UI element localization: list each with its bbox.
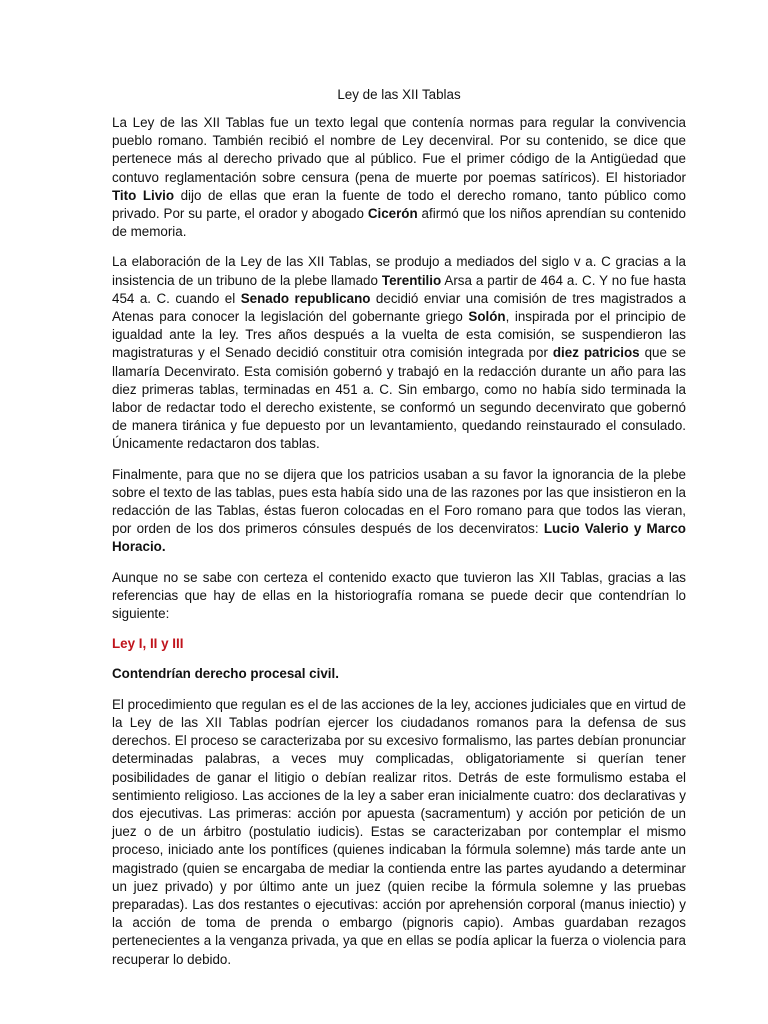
paragraph-5: El procedimiento que regulan es el de las acciones de la ley, acciones judiciales que en virtud de la Ley de las XII Tablas podrían ejercer los ciudadanos romanos para la defensa de sus derechos. El proceso se caracterizaba por su excesivo formalismo, las partes debían pronunciar determinadas palabras, a veces muy complicadas, obligatoriamente si querían tener posibilidades de ganar el litigio o debían realizar ritos. Detrás de este formulismo estaba el sentimiento religioso. Las acciones de la ley a saber eran inicialmente cuatro: dos declarativas y dos ejecutivas. Las primeras: acción por apuesta (sacramentum) y acción por petición de un juez o de un árbitro (postulatio iudicis). Estas se caracterizaban por contemplar el mismo proceso, iniciado ante los pontífices (quienes indicaban la fórmula solemne) más tarde ante un magistrado (quien se encargaba de mediar la contienda entre las partes ayudando a determinar un juez privado) y por último ante un juez (quien recibe la fórmula solemne y las pruebas preparadas). Las dos restantes o ejecutivas: acción por aprehensión corporal (manus iniectio) y la acción de toma de prenda o embargo (pignoris capio). Ambas guardaban rezagos pertenecientes a la venganza privada, ya que en ellas se podía aplicar la fuerza o violencia para recuperar lo debido. bbox=[112, 696, 686, 967]
bold-ciceron: Cicerón bbox=[367, 206, 418, 222]
paragraph-4: Aunque no se sabe con certeza el contenido exacto que tuvieron las XII Tablas, gracias a las referencias que hay de ellas en la historiografía romana se puede decir que contendrían lo siguiente: bbox=[112, 569, 686, 622]
paragraph-1-text-d: afirmó que los niños aprendían su contenido de memoria. bbox=[112, 206, 686, 240]
paragraph-3 bbox=[112, 466, 686, 557]
bold-diez-patricios: diez patricios bbox=[552, 345, 640, 361]
paragraph-3-text-a: Finalmente, para que no se dijera que los patricios usaban a su favor la ignorancia de la plebe sobre el texto de las tablas, pues esta había sido una de las razones por las que insistieron en la redacción de las Tablas, éstas fueron colocadas en el Foro romano para que todos las vieran, por orden de los dos primeros cónsules después de los decenviratos: bbox=[112, 466, 686, 537]
paragraph-2-text-f: que se llamaría Decenvirato. Esta comisión gobernó y trabajó en la redacción durante un año para las diez primeras tablas, terminadas en 451 a. C. Sin embargo, como no había sido terminada la labor de redactar todo el derecho existente, se conformó un segundo decenvirato que gobernó de manera tiránica y fue depuesto por un levantamiento, quedando reinstaurado el consulado. Únicamente redactaron dos tablas. bbox=[112, 345, 686, 452]
bold-consules: Lucio Valerio y Marco Horacio. bbox=[112, 521, 686, 555]
paragraph-2-text-d: decidió enviar una comisión de tres magistrados a Atenas para conocer la legislación del gobernante griego bbox=[112, 290, 686, 325]
paragraph-2-text-e: , inspirada por el principio de igualdad ante la ley. Tres años después a la vuelta de esta comisión, se suspendieron las magistraturas y el Senado decidió constituir otra comisión integrada por bbox=[112, 309, 686, 361]
bold-terentilio: Terentilio bbox=[381, 272, 442, 288]
bold-senado-republicano: Senado republicano bbox=[240, 290, 371, 306]
paragraph-2-text-c: Arsa a partir de 464 a. C. Y no fue hasta 454 a. C. cuando el bbox=[112, 272, 686, 306]
paragraph-2 bbox=[112, 253, 686, 453]
paragraph-1 bbox=[112, 114, 686, 241]
paragraph-1-text-c: dijo de ellas que eran la fuente de todo el derecho romano, tanto público como privado. Por su parte, el orador y abogado bbox=[112, 187, 686, 222]
bold-solon: Solón bbox=[468, 309, 506, 325]
paragraph-2-text-a: La elaboración de la Ley de las XII Tablas, se produjo a mediados del siglo v a. C gracias a la insistencia de un tribuno de la plebe llamado bbox=[112, 254, 686, 288]
document-title: Ley de las XII Tablas bbox=[337, 87, 461, 102]
bold-tito-livio: Tito Livio bbox=[112, 187, 175, 203]
paragraph-1-text-a: La Ley de las XII Tablas fue un texto legal que contenía normas para regular la convivencia pueblo romano. También recibió el nombre de Ley decenviral. Por su contenido, se dice que pertenece más al derecho privado que al público. Fue el primer código de la Antigüedad que contuvo reglamentación sobre censura (pena de muerte por poemas satíricos). El historiador bbox=[112, 115, 686, 185]
section-heading: Ley I, II y III bbox=[112, 636, 184, 652]
section-subheading: Contendrían derecho procesal civil. bbox=[112, 666, 339, 682]
